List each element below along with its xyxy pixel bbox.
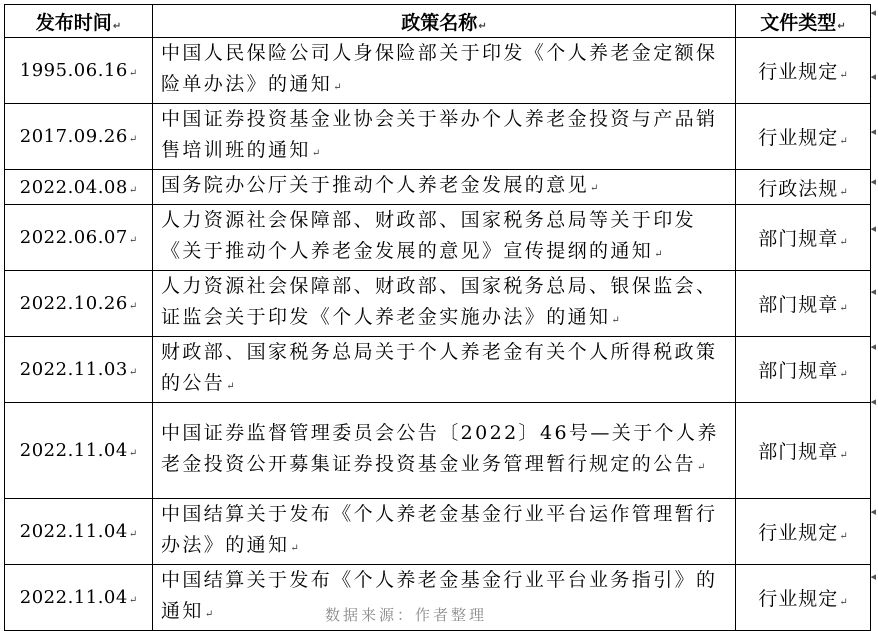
cell-end-mark: ◂ <box>870 125 876 138</box>
policy-name-cell: 中国结算关于发布《个人养老金基金行业平台运作管理暂行办法》的通知↵ <box>153 499 736 565</box>
policy-name-cell: 人力资源社会保障部、财政部、国家税务总局、银保监会、证监会关于印发《个人养老金实施办法》的通知↵ <box>153 271 736 337</box>
header-date: 发布时间↵ <box>5 5 153 38</box>
date-cell: 2022.11.03↵ <box>5 337 153 403</box>
type-cell: 部门规章↵ <box>736 337 871 403</box>
header-name: 政策名称↵ <box>153 5 736 38</box>
date-cell: 2022.11.04↵ <box>5 403 153 499</box>
policy-name-cell: 财政部、国家税务总局关于个人养老金有关个人所得税政策的公告↵ <box>153 337 736 403</box>
policy-name-cell: 中国证券监督管理委员会公告〔2022〕46号—关于个人养老金投资公开募集证券投资基金业务管理暂行规定的公告↵ <box>153 403 736 499</box>
date-cell: 2022.11.04↵ <box>5 499 153 565</box>
type-cell: 行业规定↵ <box>736 499 871 565</box>
policy-name-cell: 中国结算关于发布《个人养老金基金行业平台业务指引》的通知↵ <box>153 565 736 631</box>
cell-end-mark: ◂ <box>870 340 876 353</box>
cell-end-mark: ◂ <box>870 6 876 19</box>
cell-end-mark: ◂ <box>870 285 876 298</box>
table-row <box>5 38 871 104</box>
policy-name-cell: 国务院办公厅关于推动个人养老金发展的意见↵ <box>153 170 736 205</box>
date-cell: 2017.09.26↵ <box>5 104 153 170</box>
policy-name-cell: 中国证券投资基金业协会关于举办个人养老金投资与产品销售培训班的通知↵ <box>153 104 736 170</box>
date-cell: 2022.11.04↵ <box>5 565 153 631</box>
type-cell: 行业规定↵ <box>736 565 871 631</box>
policy-table <box>4 4 871 631</box>
type-cell: 部门规章↵ <box>736 403 871 499</box>
type-cell: 部门规章↵ <box>736 271 871 337</box>
cell-end-mark: ◂ <box>870 570 876 583</box>
type-cell: 行业规定↵ <box>736 104 871 170</box>
policy-name-cell: 人力资源社会保障部、财政部、国家税务总局等关于印发《关于推动个人养老金发展的意见》宣传提纲的通知↵ <box>153 205 736 271</box>
table-row <box>5 499 871 565</box>
header-row <box>5 5 871 38</box>
type-cell: 部门规章↵ <box>736 205 871 271</box>
date-cell: 1995.06.16↵ <box>5 38 153 104</box>
date-cell: 2022.04.08↵ <box>5 170 153 205</box>
header-type: 文件类型↵ <box>736 5 871 38</box>
type-cell: 行政法规↵ <box>736 170 871 205</box>
cell-end-mark: ◂ <box>870 222 876 235</box>
table-row <box>5 271 871 337</box>
cell-end-mark: ◂ <box>870 175 876 188</box>
table-row <box>5 403 871 499</box>
policy-name-cell: 中国人民保险公司人身保险部关于印发《个人养老金定额保险单办法》的通知↵ <box>153 38 736 104</box>
cell-end-mark: ◂ <box>870 395 876 408</box>
date-cell: 2022.06.07↵ <box>5 205 153 271</box>
cell-end-mark: ◂ <box>870 505 876 518</box>
cell-end-mark: ◂ <box>870 70 876 83</box>
type-cell: 行业规定↵ <box>736 38 871 104</box>
date-cell: 2022.10.26↵ <box>5 271 153 337</box>
table-row <box>5 104 871 170</box>
table-row <box>5 170 871 205</box>
table-row <box>5 337 871 403</box>
table-row <box>5 205 871 271</box>
table-caption: 数据来源：作者整理 <box>325 606 488 624</box>
